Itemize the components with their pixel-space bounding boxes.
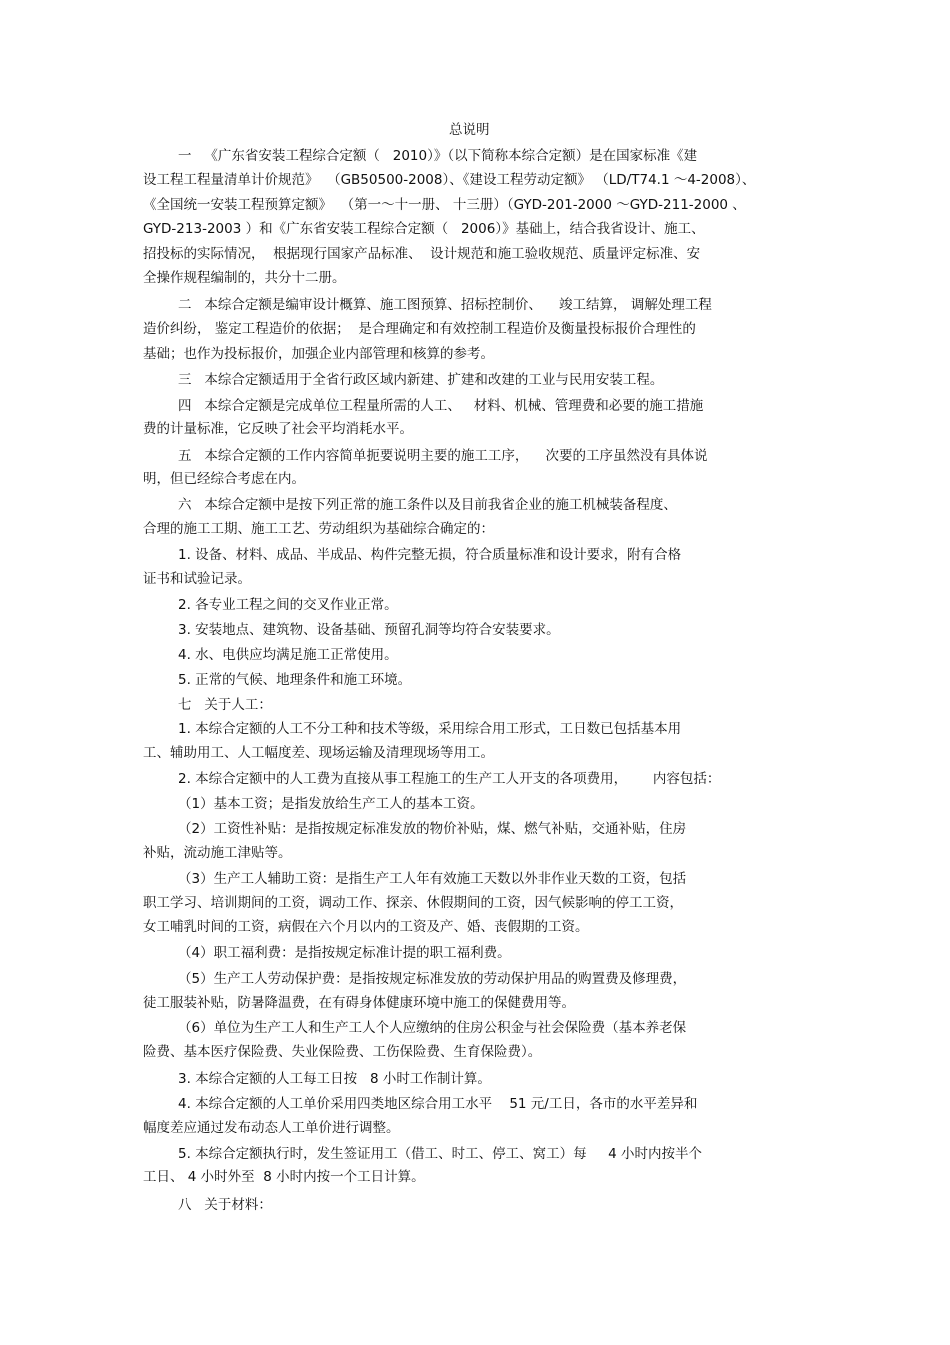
text-line: 七 关于人工： <box>178 697 272 713</box>
text-line: 基础；也作为投标报价，加强企业内部管理和核算的参考。 <box>143 346 494 362</box>
text-line: 4. 水、电供应均满足施工正常使用。 <box>178 647 398 663</box>
text-line: 女工哺乳时间的工资，病假在六个月以内的工资及产、婚、丧假期的工资。 <box>143 919 589 935</box>
text-line: 五 本综合定额的工作内容简单扼要说明主要的施工工序， 次要的工序虽然没有具体说 <box>178 448 708 464</box>
text-line: 2. 本综合定额中的人工费为直接从事工程施工的生产工人开支的各项费用， 内容包括： <box>178 771 721 787</box>
text-line: （6）单位为生产工人和生产工人个人应缴纳的住房公积金与社会保险费（基本养老保 <box>178 1020 687 1036</box>
text-line: 四 本综合定额是完成单位工程量所需的人工、 材料、机械、管理费和必要的施工措施 <box>178 398 704 414</box>
text-line: 设工程工程量清单计价规范》 （GB50500-2008）、《建设工程劳动定额》 （LD/T74.1 ～4-2008）、 <box>143 172 756 188</box>
text-line: 造价纠纷， 鉴定工程造价的依据； 是合理确定和有效控制工程造价及衡量投标报价合理性的 <box>143 321 696 337</box>
text-line: 全操作规程编制的，共分十二册。 <box>143 270 346 286</box>
text-line: （3）生产工人辅助工资：是指生产工人年有效施工天数以外非作业天数的工资，包括 <box>178 871 687 887</box>
text-line: 补贴，流动施工津贴等。 <box>143 845 292 861</box>
text-line: （4）职工福利费：是指按规定标准计提的职工福利费。 <box>178 945 511 961</box>
text-line: 六 本综合定额中是按下列正常的施工条件以及目前我省企业的施工机械装备程度、 <box>178 497 677 513</box>
text-line: 幅度差应通过发布动态人工单价进行调整。 <box>143 1120 400 1136</box>
text-line: 八 关于材料： <box>178 1197 272 1213</box>
text-line: （1）基本工资；是指发放给生产工人的基本工资。 <box>178 796 484 812</box>
text-line: 工、辅助用工、人工幅度差、现场运输及清理现场等用工。 <box>143 745 494 761</box>
text-line: （5）生产工人劳动保护费：是指按规定标准发放的劳动保护用品的购置费及修理费， <box>178 971 687 987</box>
text-line: 合理的施工工期、施工工艺、劳动组织为基础综合确定的： <box>143 521 494 537</box>
text-line: 招投标的实际情况， 根据现行国家产品标准、 设计规范和施工验收规范、质量评定标准、安 <box>143 246 701 262</box>
text-line: 1. 设备、材料、成品、半成品、构件完整无损，符合质量标准和设计要求，附有合格 <box>178 547 682 563</box>
text-line: 一 《广东省安装工程综合定额（ 2010）》（以下简称本综合定额）是在国家标准《建 <box>178 148 698 164</box>
text-line: 1. 本综合定额的人工不分工种和技术等级，采用综合用工形式，工日数已包括基本用 <box>178 721 682 737</box>
text-line: 三 本综合定额适用于全省行政区域内新建、扩建和改建的工业与民用安装工程。 <box>178 372 664 388</box>
text-line: （2）工资性补贴：是指按规定标准发放的物价补贴，煤、燃气补贴，交通补贴，住房 <box>178 821 687 837</box>
text-line: 2. 各专业工程之间的交叉作业正常。 <box>178 597 398 613</box>
text-line: 证书和试验记录。 <box>143 571 251 587</box>
text-line: 职工学习、培训期间的工资，调动工作、探亲、休假期间的工资，因气候影响的停工工资， <box>143 895 683 911</box>
text-line: 4. 本综合定额的人工单价采用四类地区综合用工水平 51 元/工日，各市的水平差异和 <box>178 1096 698 1112</box>
text-line: 险费、基本医疗保险费、失业保险费、工伤保险费、生育保险费）。 <box>143 1044 542 1060</box>
text-line: 费的计量标准，它反映了社会平均消耗水平。 <box>143 421 413 437</box>
text-line: 5. 正常的气候、地理条件和施工环境。 <box>178 672 412 688</box>
text-line: 3. 本综合定额的人工每工日按 8 小时工作制计算。 <box>178 1071 491 1087</box>
text-line: GYD-213-2003 ）和《广东省安装工程综合定额（ 2006）》基础上，结合我省设计、施工、 <box>143 221 705 237</box>
text-line: 徒工服装补贴，防暑降温费，在有碍身体健康环境中施工的保健费用等。 <box>143 995 575 1011</box>
text-line: 3. 安装地点、建筑物、设备基础、预留孔洞等均符合安装要求。 <box>178 622 560 638</box>
text-line: 《全国统一安装工程预算定额》 （第一～十一册、 十三册）（GYD-201-2000 ～GYD-211-2000 、 <box>143 197 746 213</box>
page-title: 总说明 <box>449 122 490 138</box>
text-line: 5. 本综合定额执行时，发生签证用工（借工、时工、停工、窝工）每 4 小时内按半个 <box>178 1146 703 1162</box>
text-line: 工日、 4 小时外至 8 小时内按一个工日计算。 <box>143 1169 425 1185</box>
text-line: 二 本综合定额是编审设计概算、施工图预算、招标控制价、 竣工结算， 调解处理工程 <box>178 297 712 313</box>
text-line: 明，但已经综合考虑在内。 <box>143 471 305 487</box>
